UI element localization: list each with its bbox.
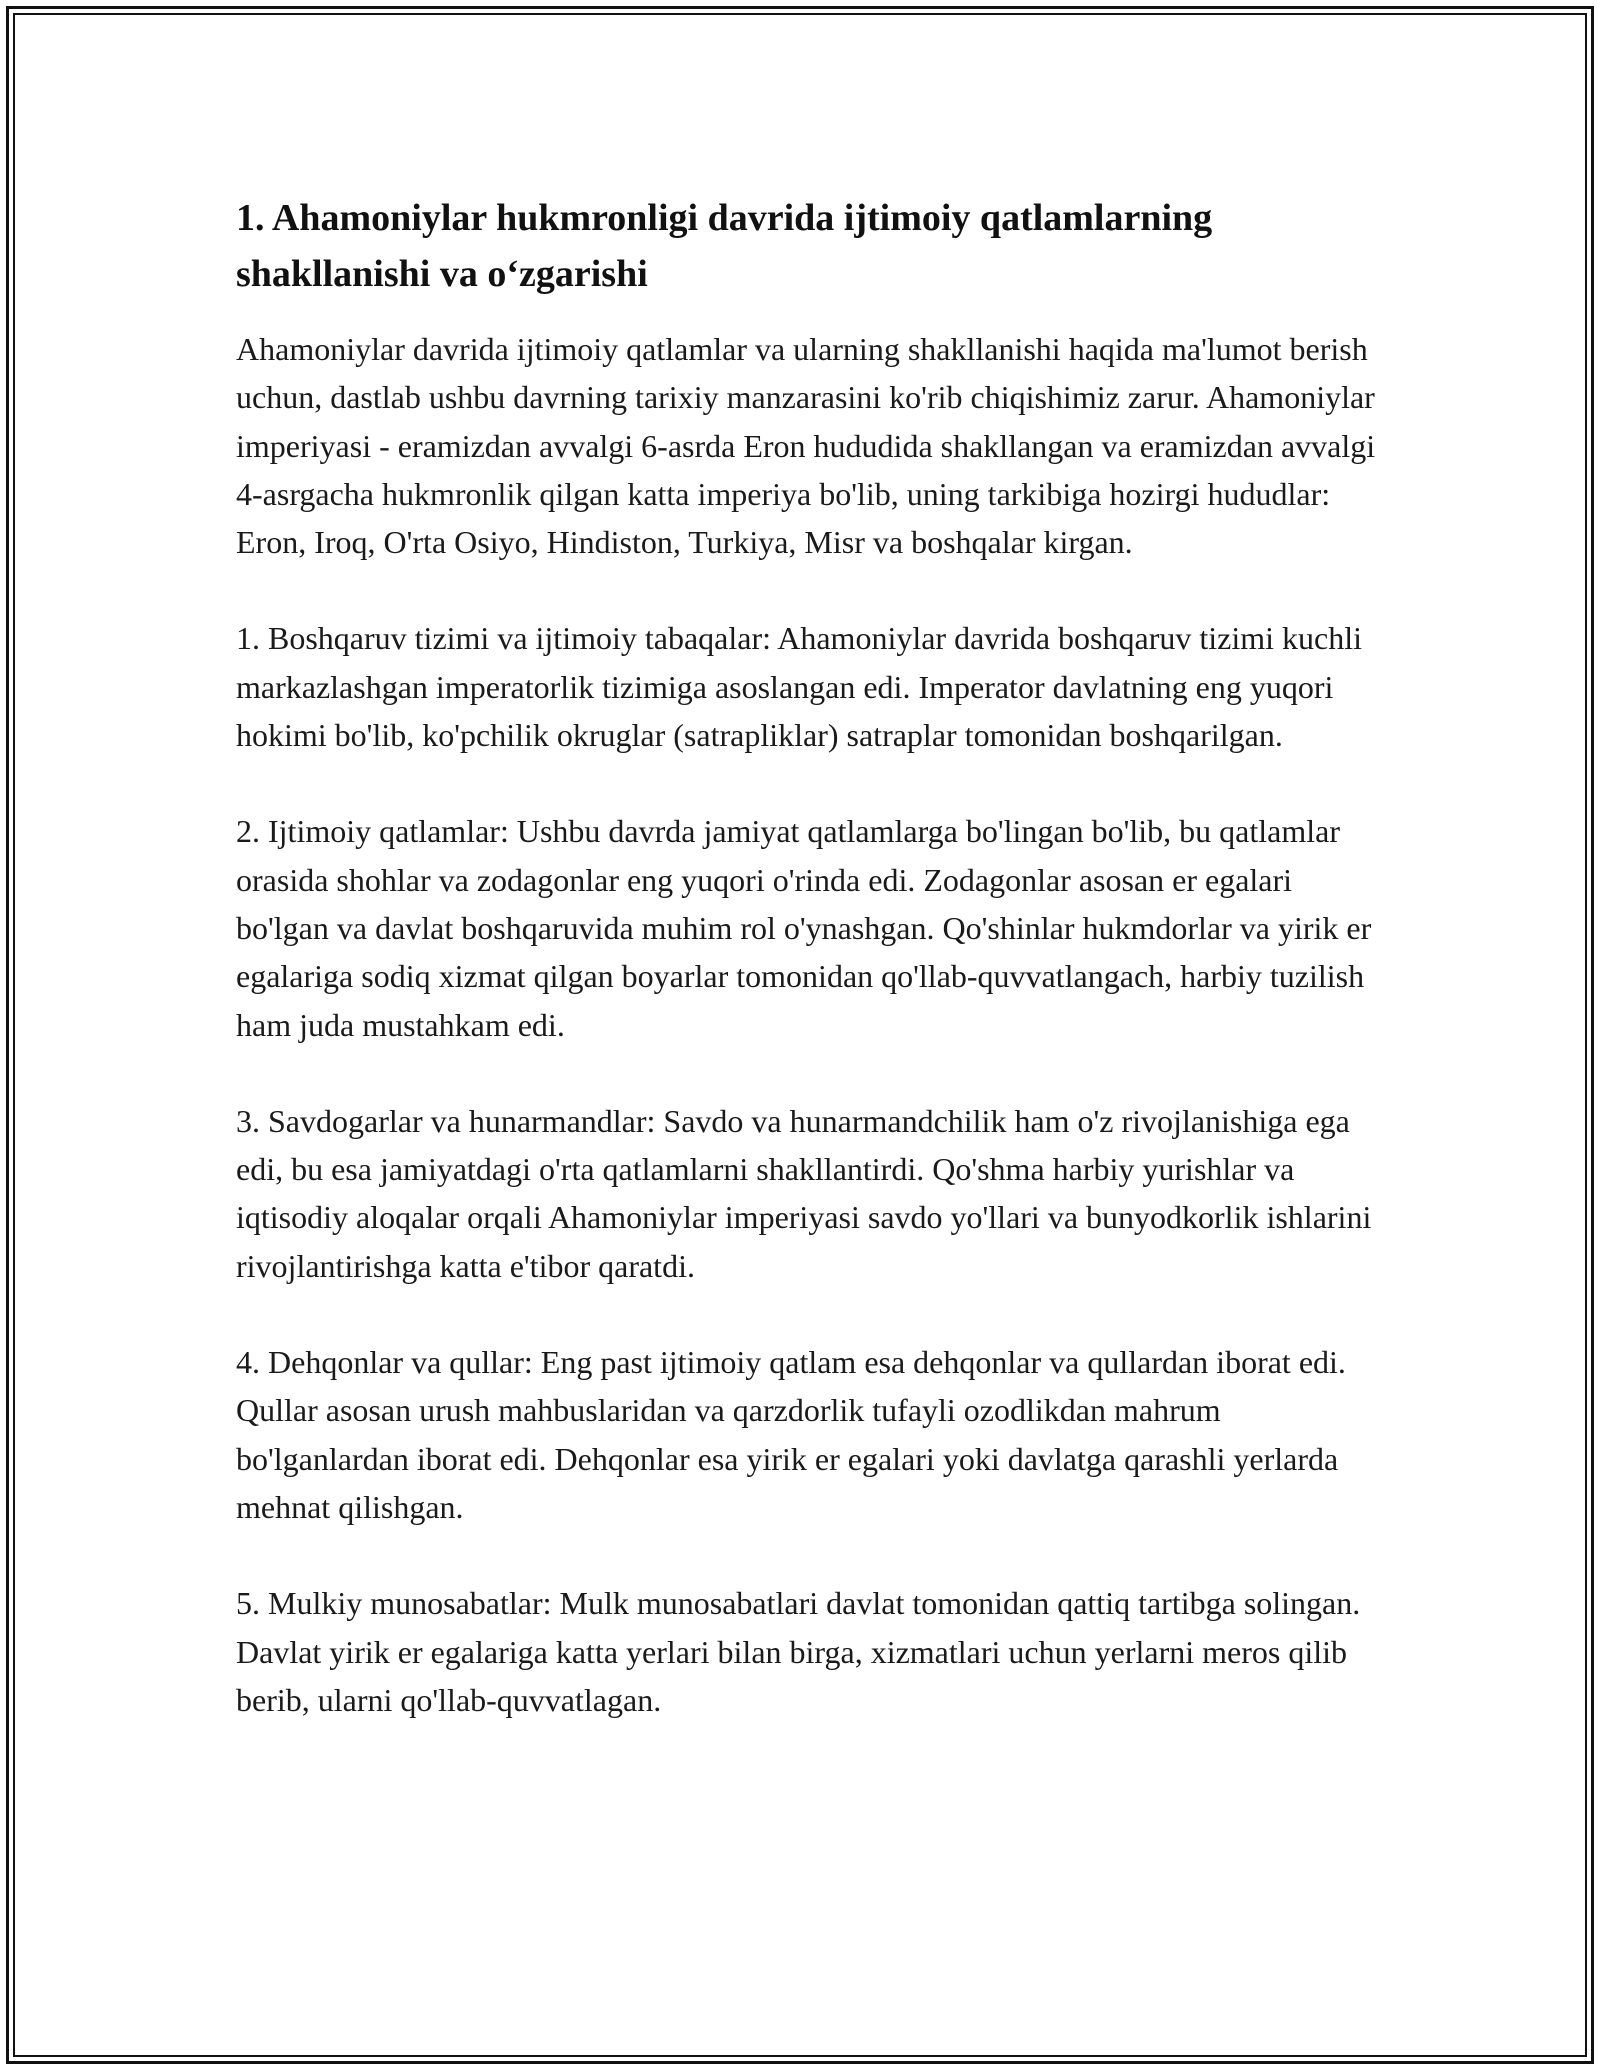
intro-paragraph: Ahamoniylar davrida ijtimoiy qatlamlar va ularning shakllanishi haqida ma'lumot berish uchun, dastlab ushbu davrning tarixiy manzarasini ko'rib chiqishimiz zarur. Ahamoniylar imperiyasi - eramizdan avvalgi 6-asrda Eron hududida shakllangan va eramizdan avvalgi 4-asrgacha hukmronlik qilgan katta imperiya bo'lib, uning tarkibiga hozirgi hududlar: Eron, Iroq, O'rta Osiyo, Hindiston, Turkiya, Misr va boshqalar kirgan. xyxy=(236,331,1376,561)
section-paragraph-peasants: 4. Dehqonlar va qullar: Eng past ijtimoiy qatlam esa dehqonlar va qullardan iborat edi. Qullar asosan urush mahbuslaridan va qarzdorlik tufayli ozodlikdan mahrum bo'lganlardan iborat edi. Dehqonlar esa yirik er egalari yoki davlatga qarashli yerlarda mehnat qilishgan. xyxy=(236,1344,1346,1525)
document-body xyxy=(236,190,1376,1724)
section-paragraph-merchants: 3. Savdogarlar va hunarmandlar: Savdo va hunarmandchilik ham o'z rivojlanishiga ega edi, bu esa jamiyatdagi o'rta qatlamlarni shakllantirdi. Qo'shma harbiy yurishlar va iqtisodiy aloqalar orqali Ahamoniylar imperiyasi savdo yo'llari va bunyodkorlik ishlarini rivojlantirishga katta e'tibor qaratdi. xyxy=(236,1102,1372,1284)
section-paragraph-property: 5. Mulkiy munosabatlar: Mulk munosabatlari davlat tomonidan qattiq tartibga solingan. Davlat yirik er egalariga katta yerlari bilan birga, xizmatlari uchun yerlarni meros qilib berib, ularni qo'llab-quvvatlagan. xyxy=(236,1585,1361,1718)
section-paragraph-social-layers: 2. Ijtimoiy qatlamlar: Ushbu davrda jamiyat qatlamlarga bo'lingan bo'lib, bu qatlamlar orasida shohlar va zodagonlar eng yuqori o'rinda edi. Zodagonlar asosan er egalari bo'lgan va davlat boshqaruvida muhim rol o'ynashgan. Qo'shinlar hukmdorlar va yirik er egalariga sodiq xizmat qilgan boyarlar tomonidan qo'llab-quvvatlangach, harbiy tuzilish ham juda mustahkam edi. xyxy=(236,813,1372,1043)
document-title: 1. Ahamoniylar hukmronligi davrida ijtimoiy qatlamlarning shakllanishi va o‘zgarishi xyxy=(236,197,1213,295)
section-paragraph-governance: 1. Boshqaruv tizimi va ijtimoiy tabaqalar: Ahamoniylar davrida boshqaruv tizimi kuchli markazlashgan imperatorlik tizimiga asoslangan edi. Imperator davlatning eng yuqori hokimi bo'lib, ko'pchilik okruglar (satrapliklar) satraplar tomonidan boshqarilgan. xyxy=(236,620,1362,754)
